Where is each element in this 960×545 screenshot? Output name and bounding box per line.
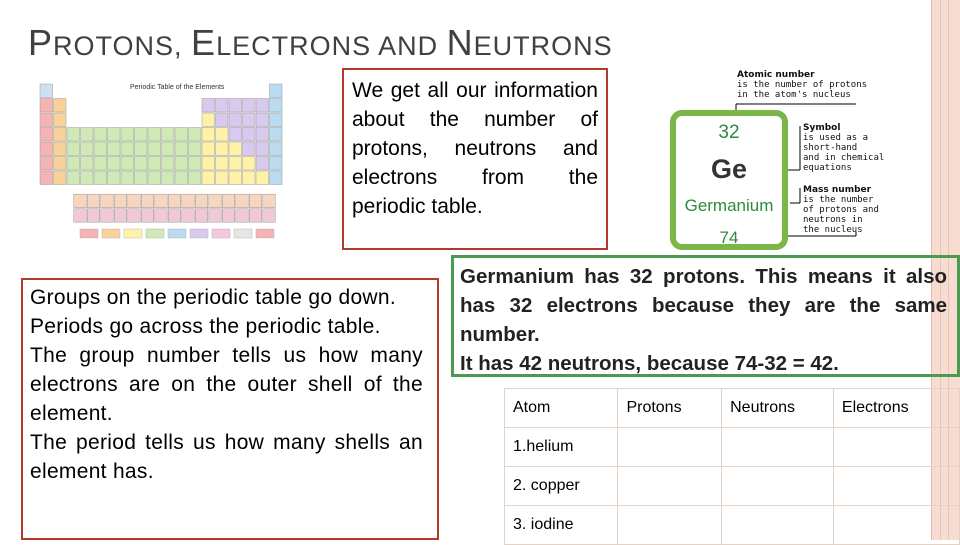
groups-text-1: Groups on the periodic table go down. xyxy=(30,286,396,309)
germanium-explanation-box xyxy=(451,255,960,377)
groups-text-2: Periods go across the periodic table. xyxy=(30,315,381,338)
table-cell[interactable] xyxy=(833,467,959,506)
table-cell[interactable] xyxy=(618,428,722,467)
table-cell[interactable] xyxy=(833,428,959,467)
header-electrons: Electrons xyxy=(833,389,959,428)
periodic-table-image xyxy=(30,72,300,262)
element-name: Germanium xyxy=(684,196,774,215)
atom-worksheet-table xyxy=(504,388,960,545)
groups-periods-text-box xyxy=(21,278,439,540)
atomic-number-annotation: Atomic number is the number of protons in the atom's nucleus xyxy=(737,70,868,100)
germanium-element-card xyxy=(670,110,788,250)
table-header-row xyxy=(505,389,960,428)
table-cell: 2. copper xyxy=(505,467,618,506)
groups-text-3: The group number tells us how many electrons are on the outer shell of the element. xyxy=(30,344,423,425)
table-cell: 1.helium xyxy=(505,428,618,467)
mass-number: 74 xyxy=(719,228,739,247)
germanium-text-1: Germanium has 32 protons. This means it also has 32 electrons because they are the same number. xyxy=(460,265,947,346)
groups-text-4: The period tells us how many shells an element has. xyxy=(30,431,423,483)
table-cell[interactable] xyxy=(722,506,834,545)
table-row xyxy=(505,428,960,467)
header-protons: Protons xyxy=(618,389,722,428)
table-cell[interactable] xyxy=(618,506,722,545)
table-cell[interactable] xyxy=(618,467,722,506)
symbol-annotation: Symbol is used as a short-hand and in chemical equations xyxy=(803,123,885,173)
table-cell[interactable] xyxy=(833,506,959,545)
info-text-box xyxy=(342,68,608,250)
table-row xyxy=(505,506,960,545)
table-cell[interactable] xyxy=(722,428,834,467)
table-row xyxy=(505,467,960,506)
header-neutrons: Neutrons xyxy=(722,389,834,428)
germanium-text-2: It has 42 neutrons, because 74-32 = 42. xyxy=(460,352,839,375)
table-cell: 3. iodine xyxy=(505,506,618,545)
slide-title: PROTONS, ELECTRONS AND NEUTRONS xyxy=(28,22,613,63)
periodic-table-title: Periodic Table of the Elements xyxy=(130,84,225,91)
element-symbol: Ge xyxy=(710,154,748,184)
info-text: We get all our information about the number of protons, neutrons and electrons from the periodic table. xyxy=(352,79,598,218)
atomic-number: 32 xyxy=(718,122,740,143)
table-cell[interactable] xyxy=(722,467,834,506)
mass-number-annotation: Mass number is the number of protons and neutrons in the nucleus xyxy=(803,185,879,235)
header-atom: Atom xyxy=(505,389,618,428)
